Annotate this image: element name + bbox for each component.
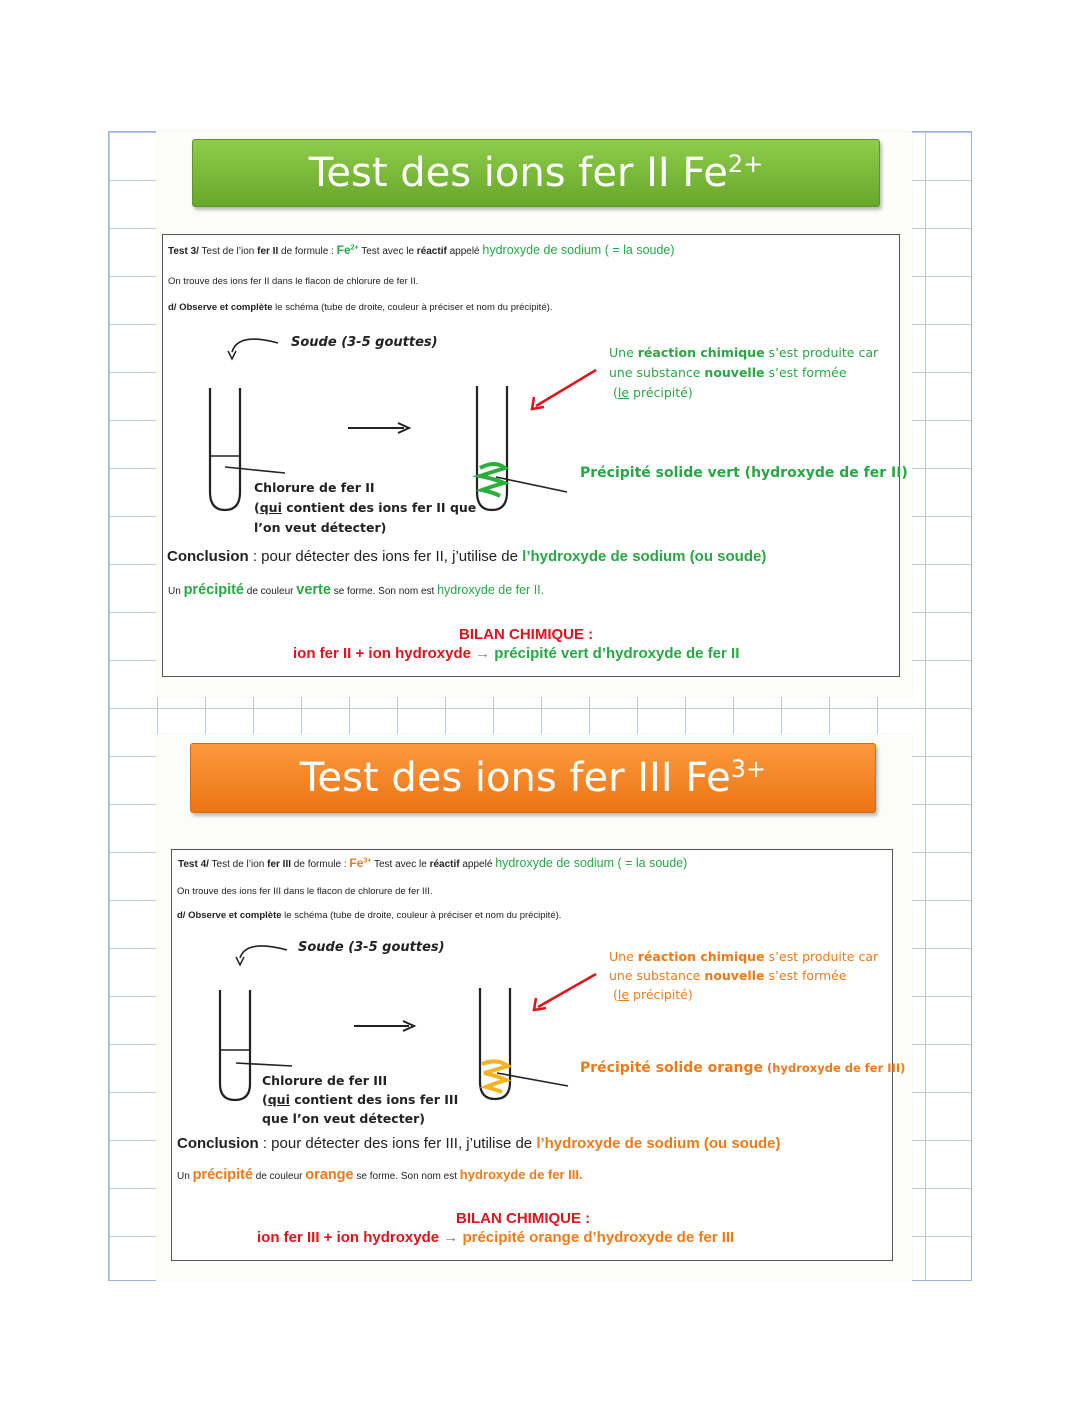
precipitate-label: Précipité solide vert (hydroxyde de fer II) xyxy=(580,465,908,481)
result-line: Un précipité de couleur orange se forme. Son nom est hydroxyde de fer III. xyxy=(177,1167,583,1183)
reaction-note: Une réaction chimique s’est produite car une substance nouvelle s’est formée (le précipité) xyxy=(609,345,879,400)
found-line: On trouve des ions fer III dans le flacon de chlorure de fer III. xyxy=(177,886,433,897)
reaction-note: Une réaction chimique s’est produite car une substance nouvelle s’est formée (le précipité) xyxy=(609,949,879,1002)
bilan-equation: ion fer III + ion hydroxyde → précipité orange d’hydroxyde de fer III xyxy=(257,1229,735,1246)
task-line: d/ Observe et complète le schéma (tube de droite, couleur à préciser et nom du précipité). xyxy=(177,910,562,921)
pointer-line-left xyxy=(236,1063,292,1066)
dropper-curve-arrow xyxy=(240,946,287,958)
reagent-label: Soude (3-5 gouttes) xyxy=(298,940,445,955)
red-arrow xyxy=(538,974,596,1007)
found-line: On trouve des ions fer II dans le flacon de chlorure de fer II. xyxy=(168,276,419,287)
bilan-title: BILAN CHIMIQUE : xyxy=(459,626,594,643)
banner-title: Test des ions fer II Fe xyxy=(308,150,728,196)
test-line: Test 3/ Test de l’ion fer II de formule : $Fe^{2+}$ Test avec le réactif appelé hydroxyde de sodium ( = la soude) xyxy=(168,243,675,257)
tube-label: Chlorure de fer III (qui contient des ions fer III que l’on veut détecter) xyxy=(262,1073,459,1126)
conclusion-line: Conclusion : pour détecter des ions fer II, j’utilise de l’hydroxyde de sodium (ou soude) xyxy=(167,548,767,565)
task-line: d/ Observe et complète le schéma (tube de droite, couleur à préciser et nom du précipité). xyxy=(168,302,553,313)
banner-title: Test des ions fer III Fe xyxy=(299,755,731,801)
test-line: Test 4/ Test de l’ion fer III de formule : $Fe^{3+}$ Test avec le réactif appelé hydroxyde de sodium ( = la soude) xyxy=(178,856,688,870)
precipitate-orange-swirl xyxy=(482,1061,508,1092)
test-tube-left xyxy=(220,990,250,1100)
result-line: Un précipité de couleur verte se forme. Son nom est hydroxyde de fer II. xyxy=(168,582,545,598)
tube-label: Chlorure de fer II (qui contient des ions fer II que l’on veut détecter) xyxy=(254,480,477,535)
banner-superscript: 3+ xyxy=(730,755,767,783)
bilan-equation: ion fer II + ion hydroxyde → précipité vert d’hydroxyde de fer II xyxy=(293,645,740,662)
precipitate-label: Précipité solide orange (hydroxyde de fer III) xyxy=(580,1060,906,1076)
reagent-label: Soude (3-5 gouttes) xyxy=(291,335,438,350)
conclusion-line: Conclusion : pour détecter des ions fer III, j’utilise de l’hydroxyde de sodium (ou soude) xyxy=(177,1135,781,1152)
banner-superscript: 2+ xyxy=(727,150,764,178)
bilan-title: BILAN CHIMIQUE : xyxy=(456,1210,591,1227)
